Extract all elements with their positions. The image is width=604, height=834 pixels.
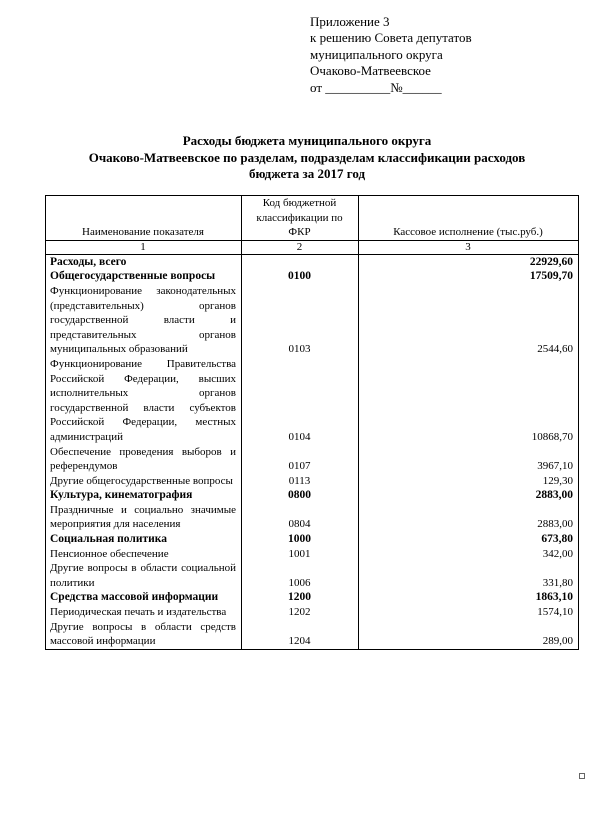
row-code: 0800 (242, 488, 359, 503)
row-name: Периодическая печать и издательства (46, 605, 242, 620)
row-code: 0104 (242, 357, 359, 445)
table-row (46, 445, 579, 474)
column-header-amount: Кассовое исполнение (тыс.руб.) (359, 196, 579, 241)
row-amount: 22929,60 (359, 254, 579, 269)
corner-handle (579, 773, 585, 779)
row-name: Общегосударственные вопросы (46, 269, 242, 284)
title-line: Очаково-Матвеевское по разделам, подразделам классификации расходов (88, 149, 526, 165)
column-number: 3 (359, 240, 579, 254)
appendix-line: Очаково-Матвеевское (310, 63, 431, 79)
row-name: Обеспечение проведения выборов и референдумов (46, 445, 242, 474)
row-name: Другие общегосударственные вопросы (46, 474, 242, 489)
table-row (46, 532, 579, 547)
row-code: 1204 (242, 620, 359, 650)
appendix-line: Приложение 3 (310, 14, 390, 29)
row-amount: 289,00 (359, 620, 579, 650)
table-row (46, 547, 579, 562)
table-row (46, 503, 579, 532)
column-number: 2 (242, 240, 359, 254)
table-row (46, 269, 579, 284)
row-amount: 2544,60 (359, 284, 579, 357)
row-code: 1006 (242, 561, 359, 590)
title-line: Расходы бюджета муниципального округа (182, 133, 432, 148)
appendix-header (310, 14, 570, 96)
column-header-code: Код бюджетной классификации по ФКР (242, 196, 359, 241)
row-amount: 1863,10 (359, 590, 579, 605)
row-amount: 331,80 (359, 561, 579, 590)
row-amount: 3967,10 (359, 445, 579, 474)
column-number: 1 (46, 240, 242, 254)
row-amount: 342,00 (359, 547, 579, 562)
row-code: 1000 (242, 532, 359, 547)
row-name: Праздничные и социально значимые мероприятия для населения (46, 503, 242, 532)
row-code: 0107 (242, 445, 359, 474)
table-row (46, 357, 579, 445)
row-name: Функционирование законодательных (представительных) органов государственной власти и представительных органов муниципальных образований (46, 284, 242, 357)
title-line: бюджета за 2017 год (248, 166, 366, 182)
appendix-line: муниципального округа (310, 46, 443, 62)
row-name: Средства массовой информации (46, 590, 242, 605)
table-header-row (46, 196, 579, 241)
appendix-line: от __________№______ (310, 79, 442, 95)
row-name: Культура, кинематография (46, 488, 242, 503)
table-row (46, 620, 579, 650)
row-amount: 2883,00 (359, 488, 579, 503)
row-code: 1001 (242, 547, 359, 562)
table-row (46, 284, 579, 357)
appendix-line: к решению Совета депутатов (310, 30, 472, 46)
row-code (242, 254, 359, 269)
row-amount: 2883,00 (359, 503, 579, 532)
row-amount: 10868,70 (359, 357, 579, 445)
row-name: Другие вопросы в области средств массовой информации (46, 620, 242, 650)
table-row (46, 488, 579, 503)
row-code: 1200 (242, 590, 359, 605)
row-name: Пенсионное обеспечение (46, 547, 242, 562)
table-row (46, 605, 579, 620)
row-code: 0113 (242, 474, 359, 489)
row-amount: 17509,70 (359, 269, 579, 284)
row-name: Другие вопросы в области социальной политики (46, 561, 242, 590)
row-amount: 1574,10 (359, 605, 579, 620)
row-name: Расходы, всего (46, 254, 242, 269)
row-code: 1202 (242, 605, 359, 620)
table-row (46, 561, 579, 590)
document-title (40, 133, 574, 183)
table-row (46, 474, 579, 489)
row-amount: 673,80 (359, 532, 579, 547)
budget-table (45, 195, 579, 650)
column-header-name: Наименование показателя (46, 196, 242, 241)
row-code: 0100 (242, 269, 359, 284)
table-body (46, 254, 579, 649)
row-code: 0103 (242, 284, 359, 357)
row-code: 0804 (242, 503, 359, 532)
row-name: Функционирование Правительства Российской Федерации, высших исполнительных органов государственной власти субъектов Российской Федерации, местных администраций (46, 357, 242, 445)
table-row (46, 254, 579, 269)
row-name: Социальная политика (46, 532, 242, 547)
row-amount: 129,30 (359, 474, 579, 489)
table-row (46, 590, 579, 605)
column-number-row (46, 240, 579, 254)
